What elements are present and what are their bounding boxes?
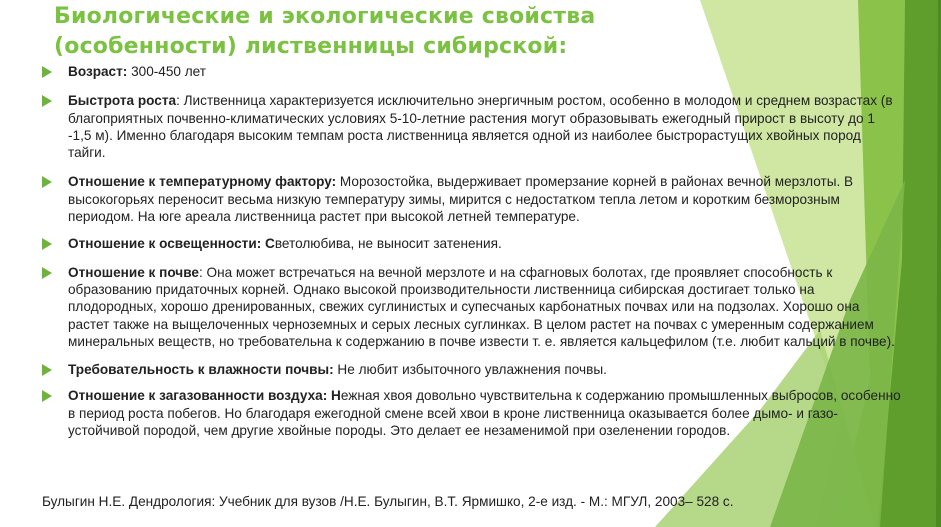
triangle-bullet-icon bbox=[42, 176, 52, 188]
triangle-bullet-icon bbox=[42, 364, 52, 376]
triangle-bullet-icon bbox=[42, 95, 52, 107]
item-text: Не любит избыточного увлажнения почвы. bbox=[333, 362, 607, 378]
item-label: Отношение к освещенности: С bbox=[68, 236, 275, 252]
item-text: : Лиственница характеризуется исключительно энергичным ростом, особенно в молодом и среднем возрастах (в благоприятных почвенно-климатических условиях 5-10-летние растения могут образовывать ежегодный прирост в высоту до 1 -1,5 м). Именно благодаря высоким темпам роста лиственница является одной из наиболее быстрорастущих хвойных пород тайги. bbox=[68, 93, 893, 161]
list-item-moisture bbox=[42, 361, 902, 378]
triangle-bullet-icon bbox=[42, 390, 52, 402]
item-label: Требовательность к влажности почвы: bbox=[68, 362, 334, 378]
slide-title bbox=[54, 2, 694, 62]
item-label: Возраст: bbox=[68, 64, 128, 79]
title-line-1: Биологические и экологические свойства bbox=[54, 4, 596, 29]
title-line-2: (особенности) лиственницы сибирской: bbox=[54, 34, 568, 59]
list-item-growth-rate bbox=[42, 92, 902, 161]
list-item-temperature bbox=[42, 173, 902, 225]
item-text: 300-450 лет bbox=[127, 64, 207, 79]
item-text: ежная хвоя довольно чувствительна к содержанию промышленных выбросов, особенно в период роста побегов. Но благодаря ежегодной смене всей хвои в кроне лиственница оказывается более дымо- и газо-устойчивой породой, чем другие хвойные породы. Это делает ее незаменимой при озеленении городов. bbox=[68, 388, 901, 439]
list-item-light bbox=[42, 235, 902, 252]
item-label: Отношение к загазованности воздуха: Н bbox=[68, 388, 341, 404]
item-label: Быстрота роста bbox=[68, 93, 177, 109]
bullet-list bbox=[42, 63, 902, 439]
list-item-age bbox=[42, 63, 902, 80]
item-text: ветолюбива, не выносит затенения. bbox=[274, 236, 502, 252]
item-label: Отношение к температурному фактору: bbox=[68, 174, 337, 190]
triangle-bullet-icon bbox=[42, 66, 52, 78]
item-label: Отношение к почве bbox=[68, 264, 199, 280]
source-citation: Булыгин Н.Е. Дендрология: Учебник для вузов /Н.Е. Булыгин, В.Т. Ярмишко, 2-е изд. - М.: МГУЛ, 2003– 528 с. bbox=[42, 494, 734, 509]
list-item-soil bbox=[42, 264, 902, 350]
triangle-bullet-icon bbox=[42, 267, 52, 279]
item-text: Морозостойка, выдерживает промерзание корней в районах вечной мерзлоты. В высокогорьях переносит весьма низкую температуру зимы, мирится с недостатком тепла летом и коротким безморозным периодом. На юге ареала лиственница растет при высокой летней температуре. bbox=[68, 174, 854, 225]
list-item-air-pollution bbox=[42, 387, 902, 439]
triangle-bullet-icon bbox=[42, 238, 52, 250]
item-text: : Она может встречаться на вечной мерзлоте и на сфагновых болотах, где проявляет способность к образованию придаточных корней. Однако высокой производительности лиственница сибирская достигает только на плодородных, хорошо дренированных, свежих суглинистых и супесчаных карбонатных почвах или на подзолах. Хорошо она растет также на выщелоченных черноземных и серых лесных суглинках. В целом растет на почвах с умеренным содержанием минеральных веществ, но требовательна к содержанию в почве извести т. е. является кальцефилом (т.е. любит кальций в почве). bbox=[68, 264, 895, 349]
